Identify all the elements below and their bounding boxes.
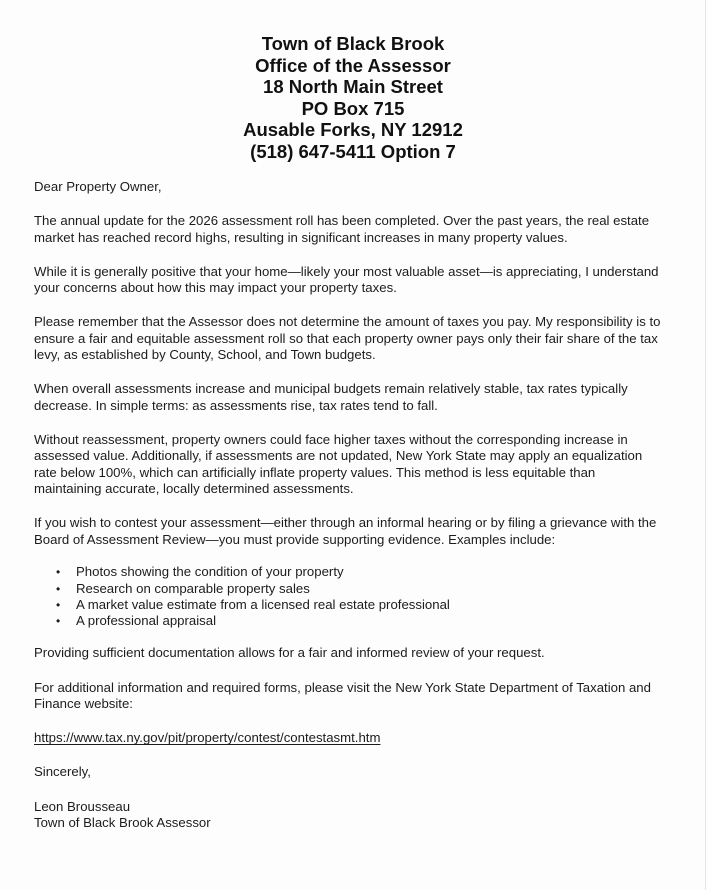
letter-body — [34, 179, 664, 832]
office-town-name: Town of Black Brook — [261, 33, 445, 54]
evidence-list — [34, 564, 664, 629]
paragraph-documentation: Providing sufficient documentation allows for a fair and informed review of your request. — [34, 645, 545, 661]
paragraph-reassessment: Without reassessment, property owners could face higher taxes without the corresponding increase in assessed value. Additionally, if assessments are not updated, New York State may apply an equalization rate below 100%, which can artificially inflate property values. This method is less equitable than maintaining accurate, locally determined assessments. — [34, 432, 643, 497]
bullet-icon: • — [56, 597, 61, 612]
paragraph-assessment-update: The annual update for the 2026 assessment roll has been completed. Over the past years, the real estate market has reached record highs, resulting in significant increases in many property values. — [34, 213, 650, 245]
signer-title: Town of Black Brook Assessor — [34, 815, 211, 831]
office-name: Office of the Assessor — [255, 54, 451, 76]
paragraph-home-value: While it is generally positive that your home—likely your most valuable asset—is appreciating, I understand your concerns about how this may impact your property taxes. — [34, 263, 659, 296]
bullet-icon: • — [56, 565, 61, 580]
list-item-text: Research on comparable property sales — [76, 580, 310, 596]
list-item — [56, 581, 664, 597]
signer-name: Leon Brousseau — [34, 798, 131, 814]
list-item — [56, 564, 664, 580]
paragraph-contest: If you wish to contest your assessment—either through an informal hearing or by filing a grievance with the Board of Assessment Review—you must provide supporting evidence. Examples include: — [34, 515, 657, 547]
signature-block — [34, 799, 664, 832]
office-phone: (518) 647-5411 Option 7 — [250, 140, 456, 162]
list-item — [56, 613, 664, 629]
closing: Sincerely, — [34, 764, 91, 780]
list-item-text: Photos showing the condition of your property — [76, 564, 344, 580]
paragraph-tax-rates: When overall assessments increase and municipal budgets remain relatively stable, tax rates typically decrease. In simple terms: as assessments rise, tax rates tend to fall. — [34, 381, 628, 413]
tax-department-url — [34, 730, 664, 746]
paragraph-assessor-role: Please remember that the Assessor does not determine the amount of taxes you pay. My responsibility is to ensure a fair and equitable assessment roll so that each property owner pays only their fair share of the tax levy, as established by County, School, and Town budgets. — [34, 314, 661, 363]
bullet-icon: • — [56, 581, 61, 596]
letterhead — [0, 33, 706, 163]
bullet-icon: • — [56, 614, 61, 629]
office-city-state-zip: Ausable Forks, NY 12912 — [243, 119, 463, 141]
tax-department-link[interactable]: https://www.tax.ny.gov/pit/property/contest/contestasmt.htm — [34, 730, 381, 746]
paragraph-additional-info: For additional information and required forms, please visit the New York State Department of Taxation and Finance website: — [34, 679, 651, 712]
list-item — [56, 597, 664, 613]
list-item-text: A professional appraisal — [76, 613, 217, 629]
office-po-box: PO Box 715 — [301, 97, 405, 119]
office-street-address: 18 North Main Street — [263, 76, 443, 98]
list-item-text: A market value estimate from a licensed real estate professional — [76, 596, 450, 612]
salutation: Dear Property Owner, — [34, 179, 162, 194]
